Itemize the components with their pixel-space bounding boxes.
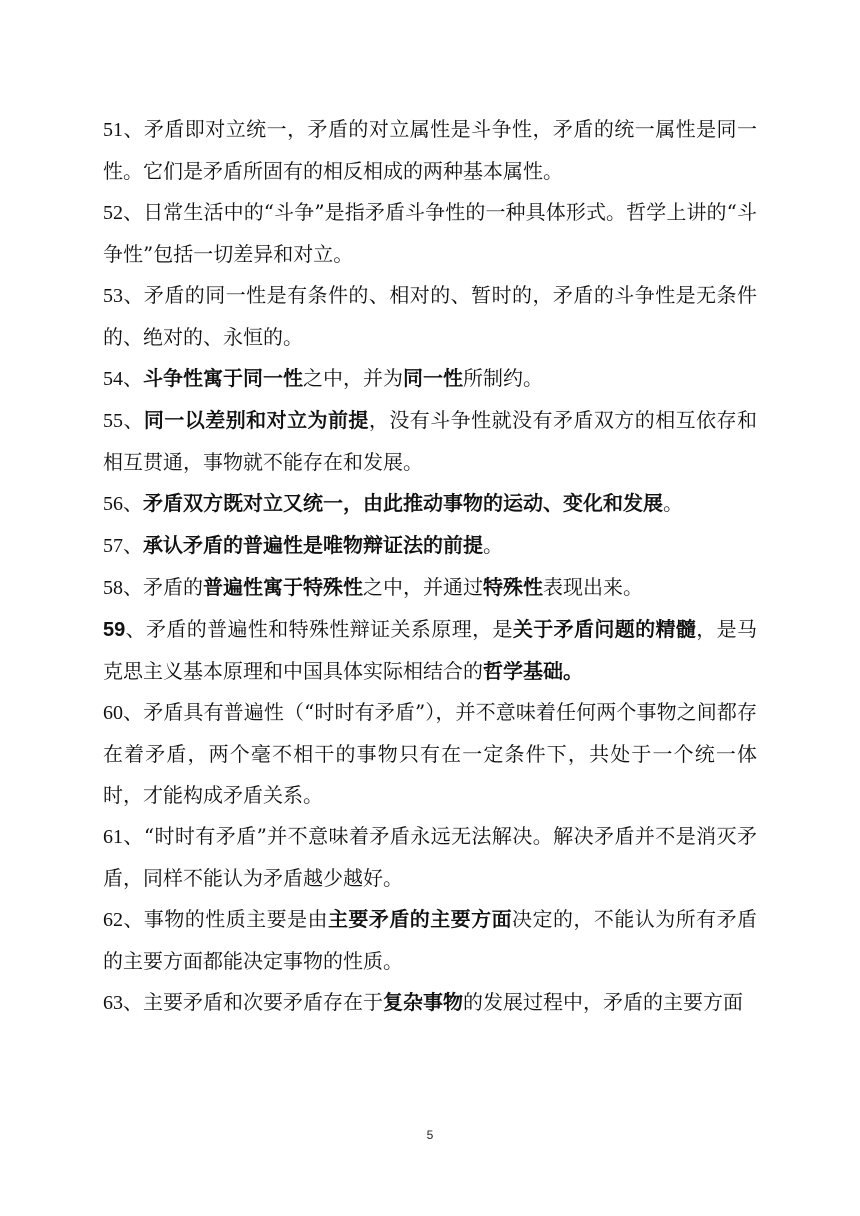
text-run: 、 <box>123 366 143 390</box>
list-item <box>103 692 757 816</box>
text-run: 表现出来。 <box>543 575 643 599</box>
item-number: 52 <box>103 202 123 224</box>
text-run: 、主要矛盾和次要矛盾存在于 <box>123 990 383 1014</box>
item-number: 53 <box>103 285 123 307</box>
item-number: 57 <box>103 535 123 557</box>
item-number: 61 <box>103 826 123 848</box>
text-run: 的发展过程中，矛盾的主要方面 <box>463 990 743 1014</box>
item-number: 56 <box>103 493 123 515</box>
text-run: 、矛盾的普遍性和特殊性辩证关系原理，是 <box>125 617 513 641</box>
text-run: ，没有斗争性就没有矛盾双方的相互依存和相互贯通，事物就不能存在和发展。 <box>103 408 758 474</box>
text-run: 。 <box>483 533 503 557</box>
item-number: 54 <box>103 368 123 390</box>
bold-text: 复杂事物 <box>383 990 463 1014</box>
list-item <box>103 899 757 982</box>
page-number: 5 <box>426 1128 434 1142</box>
list-item <box>103 816 757 899</box>
text-run: 、矛盾的同一性是有条件的、相对的、暂时的，矛盾的斗争性是无条件的、绝对的、永恒的。 <box>103 283 757 349</box>
item-number: 62 <box>103 909 123 931</box>
bold-text: 同一以差别和对立为前提 <box>143 408 369 432</box>
text-run: 所制约。 <box>463 366 543 390</box>
text-run: 、日常生活中的“斗争”是指矛盾斗争性的一种具体形式。哲学上讲的“斗争性”包括一切差异和对立。 <box>103 200 757 266</box>
text-run: 。 <box>663 491 683 515</box>
text-run: 、“时时有矛盾”并不意味着矛盾永远无法解决。解决矛盾并不是消灭矛盾，同样不能认为矛盾越少越好。 <box>103 824 757 890</box>
list-item <box>103 525 757 567</box>
bold-text: 主要矛盾的主要方面 <box>327 907 513 931</box>
bold-text: 矛盾双方既对立又统一，由此推动事物的运动、变化和发展 <box>143 491 663 515</box>
item-number: 51 <box>103 119 123 141</box>
bold-text: 斗争性寓于同一性 <box>143 366 303 390</box>
text-run: 、矛盾即对立统一，矛盾的对立属性是斗争性，矛盾的统一属性是同一性。它们是矛盾所固有的相反相成的两种基本属性。 <box>103 117 757 183</box>
bold-text: 特殊性 <box>483 575 543 599</box>
list-item <box>103 982 757 1024</box>
list-item <box>103 567 757 609</box>
text-run: 、 <box>123 408 144 432</box>
text-run: ，是马克思主义基本原理和中国具体实际相结合的 <box>103 617 758 683</box>
item-number: 60 <box>103 702 123 724</box>
text-run: 之中，并通过 <box>363 575 483 599</box>
text-run: 之中，并为 <box>303 366 403 390</box>
list-item <box>103 109 757 192</box>
list-item <box>103 483 757 525</box>
item-number: 59 <box>103 619 126 641</box>
bold-text: 关于矛盾问题的精髓 <box>512 617 697 641</box>
document-body <box>103 109 757 1024</box>
item-number: 63 <box>103 992 123 1014</box>
bold-text: 普遍性寓于特殊性 <box>203 575 363 599</box>
list-item <box>103 609 757 692</box>
list-item <box>103 400 757 483</box>
text-run: 、 <box>123 533 143 557</box>
text-run: 、 <box>123 491 143 515</box>
list-item <box>103 192 757 275</box>
bold-text: 承认矛盾的普遍性是唯物辩证法的前提 <box>143 533 483 557</box>
text-run: 、矛盾具有普遍性（“时时有矛盾”），并不意味着任何两个事物之间都存在着矛盾，两个毫不相干的事物只有在一定条件下，共处于一个统一体时，才能构成矛盾关系。 <box>103 700 757 807</box>
list-item <box>103 358 757 400</box>
item-number: 55 <box>103 410 123 432</box>
text-run: 、事物的性质主要是由 <box>123 907 328 931</box>
text-run: 决定的，不能认为所有矛盾的主要方面都能决定事物的性质。 <box>103 907 758 973</box>
bold-text: 哲学基础。 <box>483 659 583 683</box>
text-run: 、矛盾的 <box>123 575 203 599</box>
bold-text: 同一性 <box>403 366 463 390</box>
list-item <box>103 275 757 358</box>
item-number: 58 <box>103 577 123 599</box>
